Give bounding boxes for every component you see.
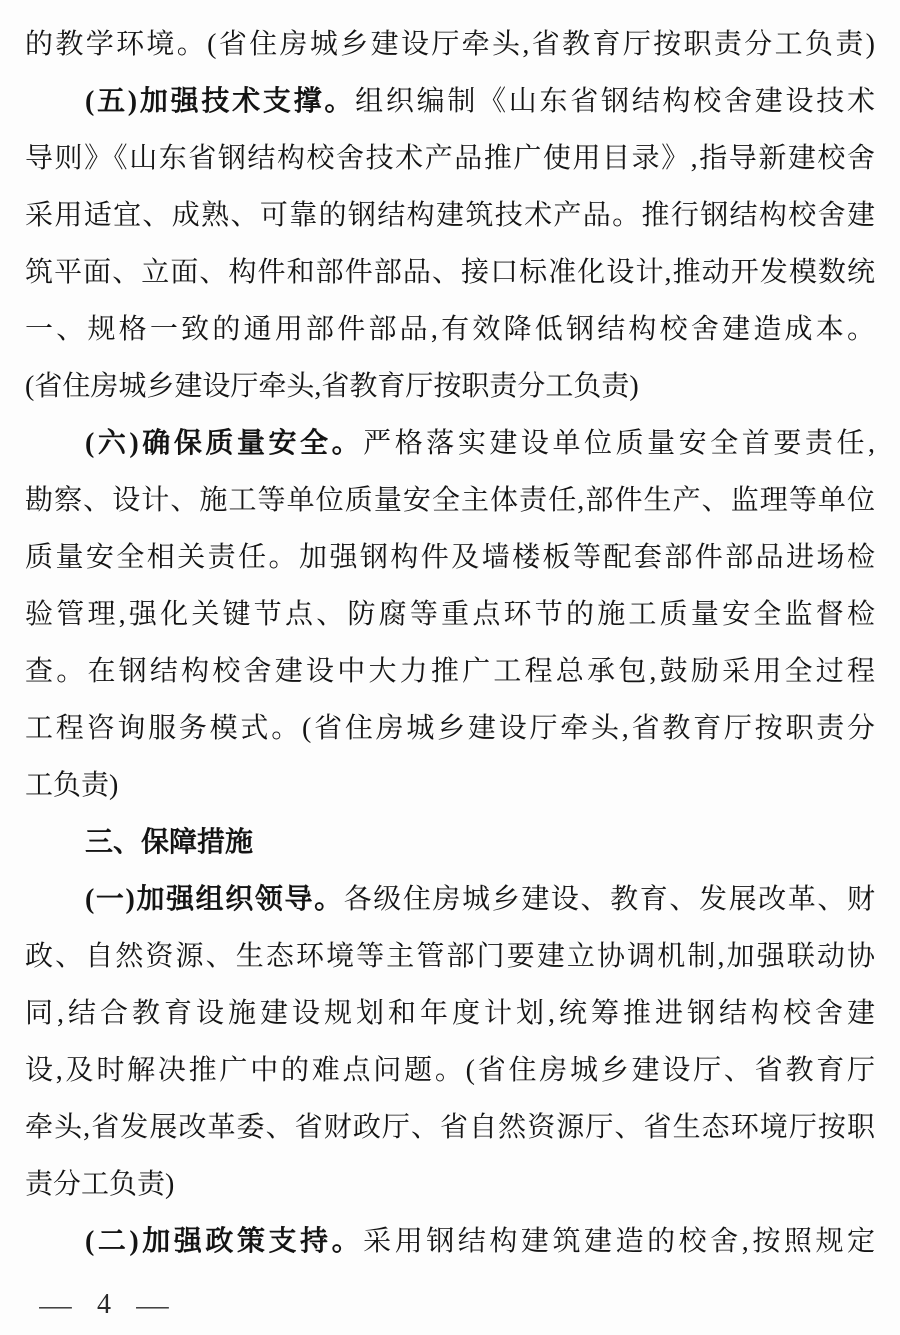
body-text: 采用钢结构建筑建造的校舍,按照规定 xyxy=(363,1226,875,1257)
body-text: 导则》《山东省钢结构校舍技术产品推广使用目录》,指导新建校舍 xyxy=(25,143,875,174)
text-line xyxy=(25,814,875,871)
body-text: 同,结合教育设施建设规划和年度计划,统筹推进钢结构校舍建 xyxy=(25,998,875,1029)
text-line xyxy=(25,643,875,700)
text-line xyxy=(25,415,875,472)
page-footer xyxy=(39,1289,169,1321)
body-text: 一、规格一致的通用部件部品,有效降低钢结构校舍建造成本。 xyxy=(25,314,875,345)
text-line xyxy=(25,73,875,130)
body-text: 组织编制《山东省钢结构校舍建设技术 xyxy=(355,86,875,117)
footer-right-dash: — xyxy=(136,1289,169,1320)
text-line xyxy=(25,1213,875,1270)
page-number: 4 xyxy=(97,1289,111,1320)
text-line xyxy=(25,244,875,301)
body-text: 政、自然资源、生态环境等主管部门要建立协调机制,加强联动协 xyxy=(25,941,875,972)
body-text: (省住房城乡建设厅牵头,省教育厅按职责分工负责) xyxy=(25,371,639,402)
text-line xyxy=(25,130,875,187)
body-text: 工程咨询服务模式。(省住房城乡建设厅牵头,省教育厅按职责分 xyxy=(25,713,875,744)
text-line xyxy=(25,1156,875,1213)
body-text: 严格落实建设单位质量安全首要责任, xyxy=(363,428,875,459)
body-text: 筑平面、立面、构件和部件部品、接口标准化设计,推动开发模数统 xyxy=(25,257,875,288)
text-line xyxy=(25,757,875,814)
bold-lead-text: (六)确保质量安全。 xyxy=(85,428,364,459)
document-body xyxy=(25,16,875,1270)
text-line xyxy=(25,700,875,757)
text-line xyxy=(25,301,875,358)
bold-lead-text: (二)加强政策支持。 xyxy=(85,1226,364,1257)
text-line xyxy=(25,16,875,73)
text-line xyxy=(25,928,875,985)
body-text: 采用适宜、成熟、可靠的钢结构建筑技术产品。推行钢结构校舍建 xyxy=(25,200,875,231)
text-line xyxy=(25,1042,875,1099)
body-text: 验管理,强化关键节点、防腐等重点环节的施工质量安全监督检 xyxy=(25,599,875,630)
body-text: 的教学环境。(省住房城乡建设厅牵头,省教育厅按职责分工负责) xyxy=(25,29,875,60)
body-text: 各级住房城乡建设、教育、发展改革、财 xyxy=(343,884,875,915)
text-line xyxy=(25,871,875,928)
body-text: 牵头,省发展改革委、省财政厅、省自然资源厅、省生态环境厅按职 xyxy=(25,1112,875,1143)
text-line xyxy=(25,472,875,529)
bold-lead-text: (一)加强组织领导。 xyxy=(85,884,344,915)
bold-lead-text: 三、保障措施 xyxy=(85,827,254,858)
text-line xyxy=(25,1099,875,1156)
body-text: 质量安全相关责任。加强钢构件及墙楼板等配套部件部品进场检 xyxy=(25,542,875,573)
text-line xyxy=(25,529,875,586)
bold-lead-text: (五)加强技术支撑。 xyxy=(85,86,356,117)
body-text: 查。在钢结构校舍建设中大力推广工程总承包,鼓励采用全过程 xyxy=(25,656,875,687)
text-line xyxy=(25,187,875,244)
body-text: 责分工负责) xyxy=(25,1169,175,1200)
body-text: 设,及时解决推广中的难点问题。(省住房城乡建设厅、省教育厅 xyxy=(25,1055,875,1086)
text-line xyxy=(25,586,875,643)
body-text: 勘察、设计、施工等单位质量安全主体责任,部件生产、监理等单位 xyxy=(25,485,875,516)
body-text: 工负责) xyxy=(25,770,119,801)
footer-left-dash: — xyxy=(39,1289,72,1320)
text-line xyxy=(25,358,875,415)
text-line xyxy=(25,985,875,1042)
